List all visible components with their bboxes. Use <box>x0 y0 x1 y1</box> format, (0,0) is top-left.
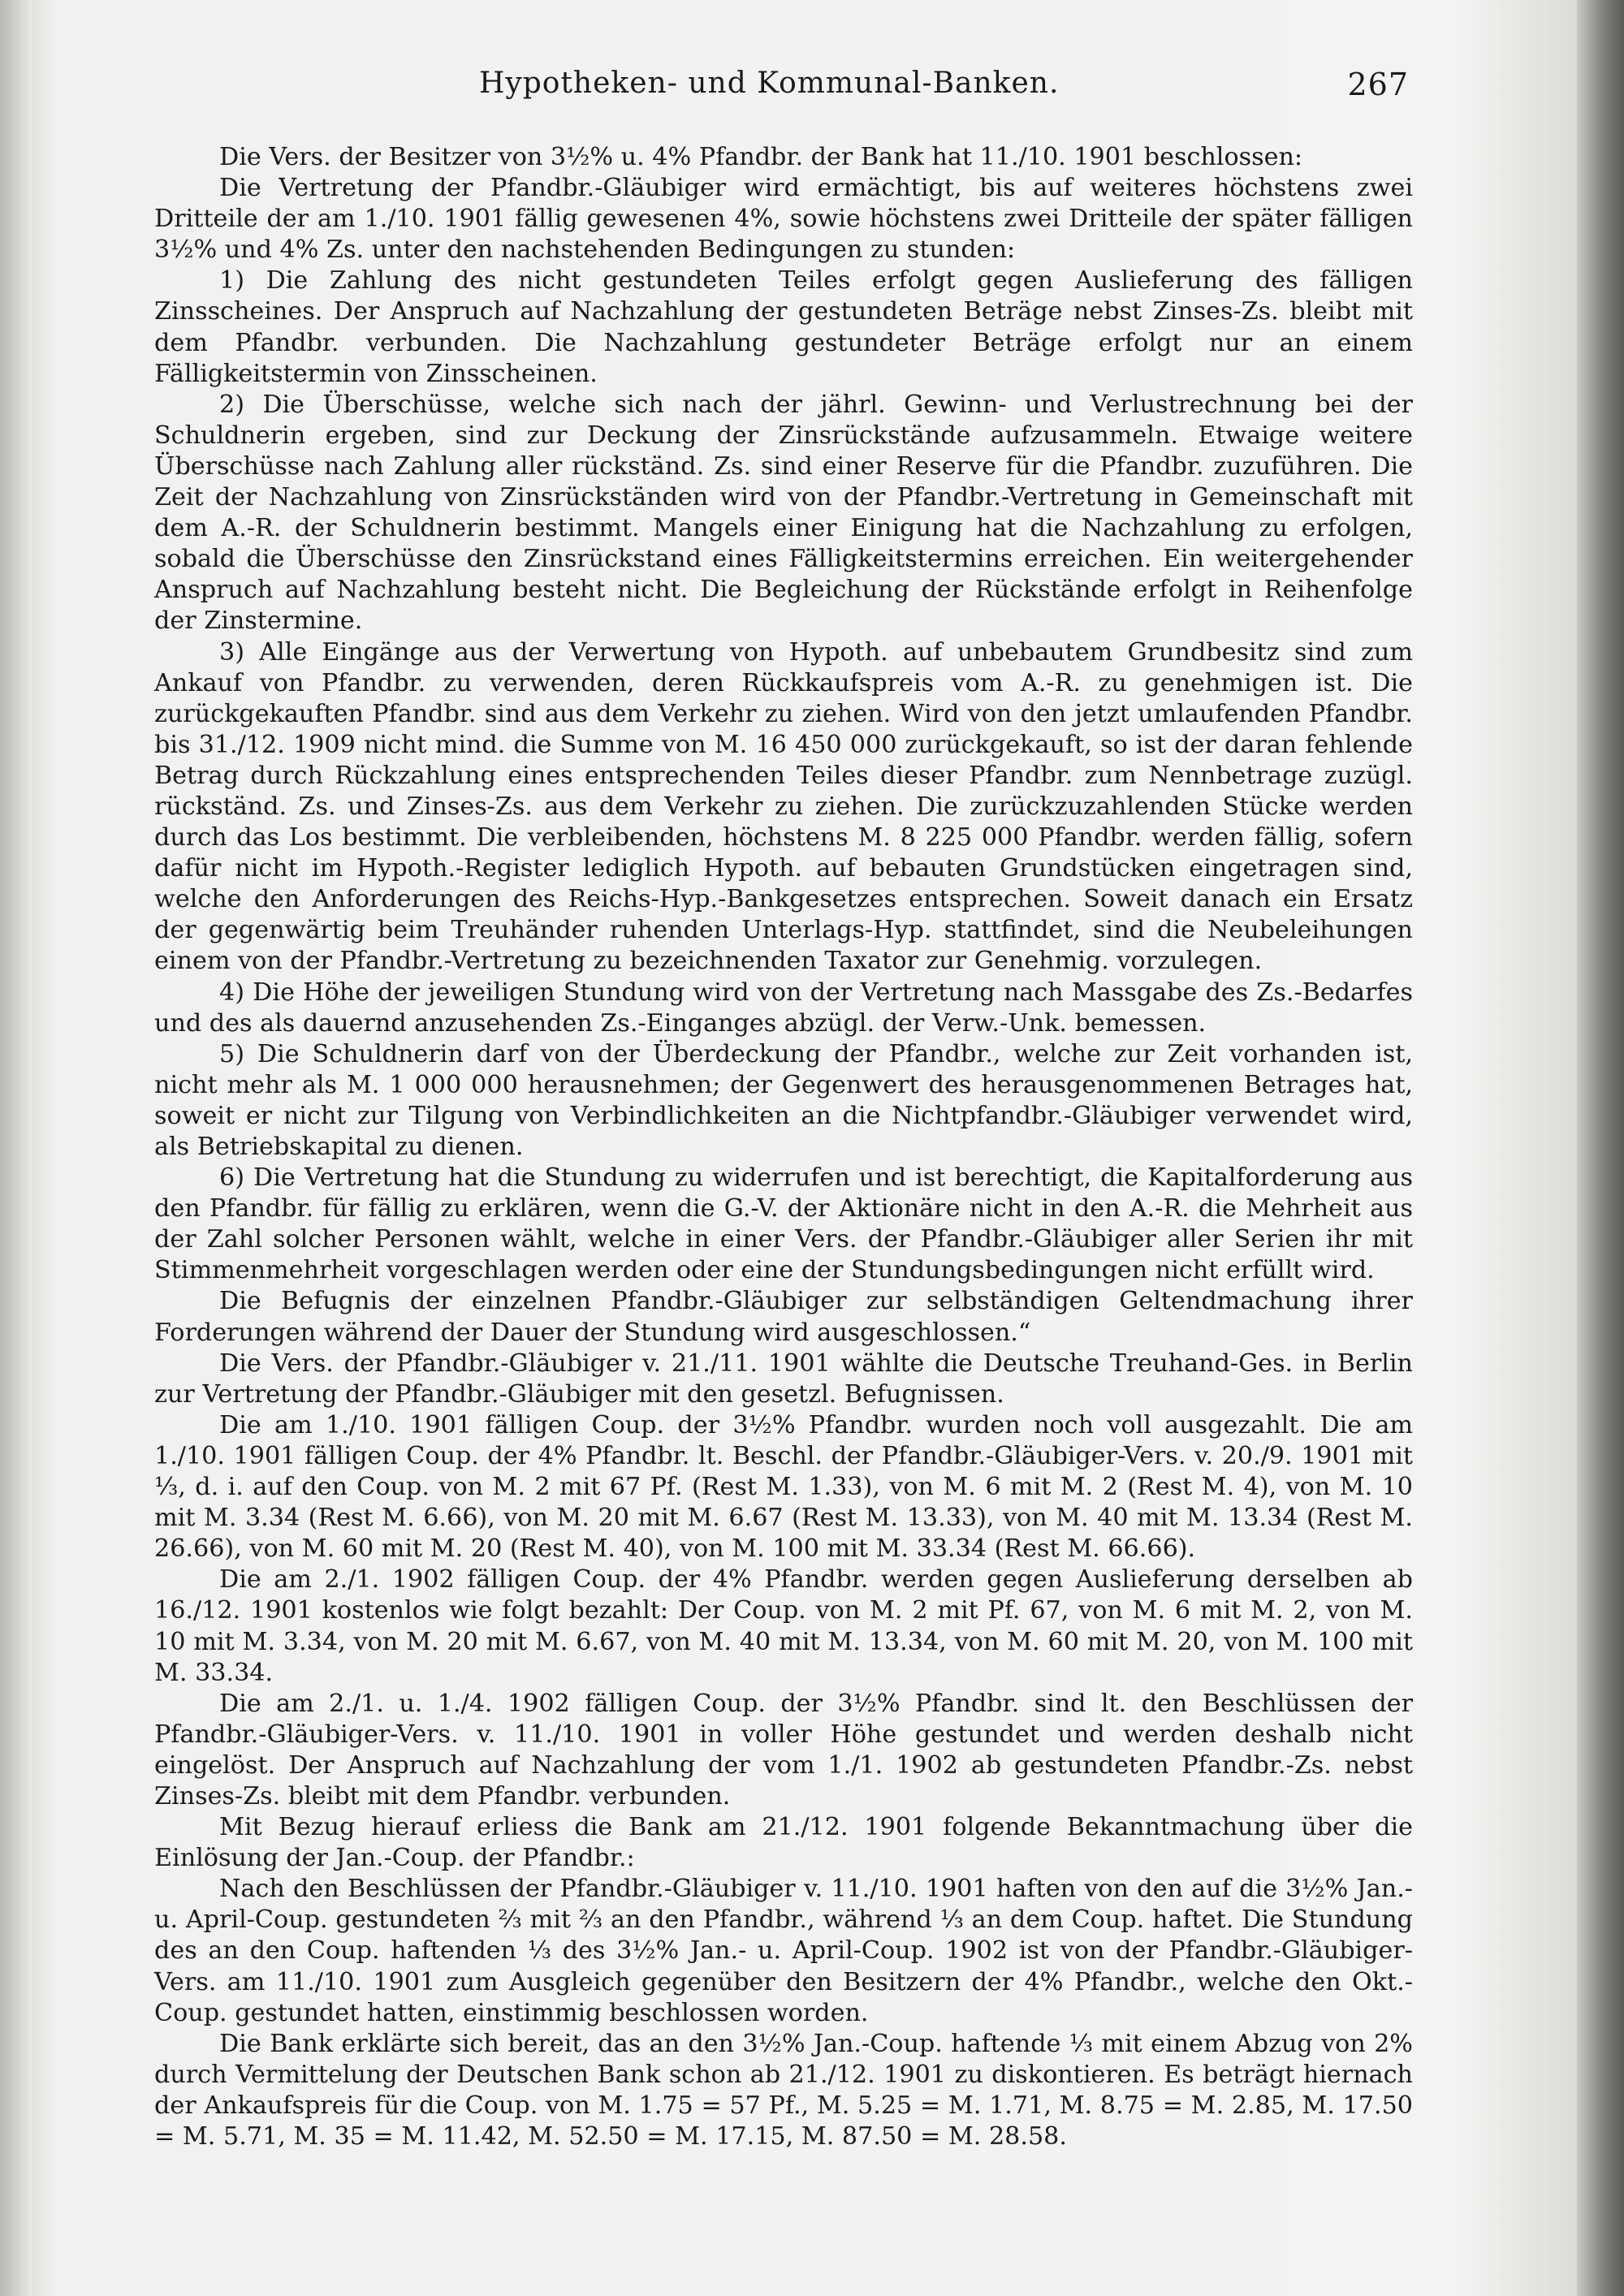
paragraph: Mit Bezug hierauf erliess die Bank am 21./12. 1901 folgende Bekanntmachung über die Einlösung der Jan.-Coup. der Pfandbr.: <box>154 1813 1413 1873</box>
paragraph: Die Befugnis der einzelnen Pfandbr.-Gläubiger zur selbständigen Geltendmachung ihrer Forderungen während der Dauer der Stundung wird ausgeschlossen.“ <box>154 1287 1413 1347</box>
paragraph: Die Vers. der Pfandbr.-Gläubiger v. 21./11. 1901 wählte die Deutsche Treuhand-Ges. in Berlin zur Vertretung der Pfandbr.-Gläubiger mit den gesetzl. Befugnissen. <box>154 1349 1413 1409</box>
paragraph: 1) Die Zahlung des nicht gestundeten Teiles erfolgt gegen Auslieferung des fälligen Zinsscheines. Der Anspruch auf Nachzahlung der gestundeten Beträge nebst Zinses-Zs. bleibt mit dem Pfandbr. verbunden. Die Nachzahlung gestundeter Beträge erfolgt nur an einem Fälligkeitstermin von Zinsscheinen. <box>154 266 1413 388</box>
paragraph: 5) Die Schuldnerin darf von der Überdeckung der Pfandbr., welche zur Zeit vorhanden ist, nicht mehr als M. 1 000 000 herausnehmen; der Gegenwert des herausgenommenen Betrages hat, soweit er nicht zur Tilgung von Verbindlichkeiten an die Nichtpfandbr.-Gläubiger verwendet wird, als Betriebskapital zu dienen. <box>154 1039 1413 1161</box>
right-page-edge <box>1577 0 1624 2296</box>
paragraph: Nach den Beschlüssen der Pfandbr.-Gläubiger v. 11./10. 1901 haften von den auf die 3½% Jan.- u. April-Coup. gestundeten ⅔ mit ⅔ an den Pfandbr., während ⅓ an dem Coup. haftet. Die Stundung des an den Coup. haftenden ⅓ des 3½% Jan.- u. April-Coup. 1902 ist von der Pfandbr.-Gläubiger-Vers. am 11./10. 1901 zum Ausgleich gegenüber den Besitzern der 4% Pfandbr., welche den Okt.-Coup. gestundet hatten, einstimmig beschlossen worden. <box>154 1875 1413 2027</box>
running-title: Hypotheken- und Kommunal-Banken. <box>479 67 1060 100</box>
body-text <box>154 142 1413 2152</box>
left-page-shadow <box>0 0 32 2296</box>
paragraph: 2) Die Überschüsse, welche sich nach der jährl. Gewinn- und Verlustrechnung bei der Schuldnerin ergeben, sind zur Deckung der Zinsrückstände aufzusammeln. Etwaige weitere Überschüsse nach Zahlung aller rückständ. Zs. sind einer Reserve für die Pfandbr. zuzuführen. Die Zeit der Nachzahlung von Zinsrückständen wird von der Pfandbr.-Vertretung in Gemeinschaft mit dem A.-R. der Schuldnerin bestimmt. Mangels einer Einigung hat die Nachzahlung zu erfolgen, sobald die Überschüsse den Zinsrückstand eines Fälligkeitstermins erreichen. Ein weitergehender Anspruch auf Nachzahlung besteht nicht. Die Begleichung der Rückstände erfolgt in Reihenfolge der Zinstermine. <box>154 390 1413 636</box>
paragraph: Die Bank erklärte sich bereit, das an den 3½% Jan.-Coup. haftende ⅓ mit einem Abzug von 2% durch Vermittelung der Deutschen Bank schon ab 21./12. 1901 zu diskontieren. Es beträgt hiernach der Ankaufspreis für die Coup. von M. 1.75 = 57 Pf., M. 5.25 = M. 1.71, M. 8.75 = M. 2.85, M. 17.50 = M. 5.71, M. 35 = M. 11.42, M. 52.50 = M. 17.15, M. 87.50 = M. 28.58. <box>154 2029 1413 2151</box>
paragraph: Die am 2./1. 1902 fälligen Coup. der 4% Pfandbr. werden gegen Auslieferung derselben ab 16./12. 1901 kostenlos wie folgt bezahlt: Der Coup. von M. 2 mit Pf. 67, von M. 6 mit M. 2, von M. 10 mit M. 3.34, von M. 20 mit M. 6.67, von M. 40 mit M. 13.34, von M. 60 mit M. 20, von M. 100 mit M. 33.34. <box>154 1565 1413 1687</box>
page-header <box>187 67 1409 107</box>
paragraph: Die Vers. der Besitzer von 3½% u. 4% Pfandbr. der Bank hat 11./10. 1901 beschlossen: <box>219 143 1303 171</box>
paragraph: Die am 1./10. 1901 fälligen Coup. der 3½% Pfandbr. wurden noch voll ausgezahlt. Die am 1./10. 1901 fälligen Coup. der 4% Pfandbr. lt. Beschl. der Pfandbr.-Gläubiger-Vers. v. 20./9. 1901 mit ⅓, d. i. auf den Coup. von M. 2 mit 67 Pf. (Rest M. 1.33), von M. 6 mit M. 2 (Rest M. 4), von M. 10 mit M. 3.34 (Rest M. 6.66), von M. 20 mit M. 6.67 (Rest M. 13.33), von M. 40 mit M. 13.34 (Rest M. 26.66), von M. 60 mit M. 20 (Rest M. 40), von M. 100 mit M. 33.34 (Rest M. 66.66). <box>154 1410 1413 1564</box>
paragraph: 6) Die Vertretung hat die Stundung zu widerrufen und ist berechtigt, die Kapitalforderung aus den Pfandbr. für fällig zu erklären, wenn die G.-V. der Aktionäre nicht in den A.-R. die Mehrheit aus der Zahl solcher Personen wählt, welche in einer Vers. der Pfandbr.-Gläubiger aller Serien ihr mit Stimmenmehrheit vorgeschlagen werden oder eine der Stundungsbedingungen nicht erfüllt wird. <box>154 1163 1413 1285</box>
paragraph: 4) Die Höhe der jeweiligen Stundung wird von der Vertretung nach Massgabe des Zs.-Bedarfes und des als dauernd anzusehenden Zs.-Einganges abzügl. der Verw.-Unk. bemessen. <box>154 978 1413 1038</box>
paragraph: Die am 2./1. u. 1./4. 1902 fälligen Coup. der 3½% Pfandbr. sind lt. den Beschlüssen der Pfandbr.-Gläubiger-Vers. v. 11./10. 1901 in voller Höhe gestundet und werden deshalb nicht eingelöst. Der Anspruch auf Nachzahlung der vom 1./1. 1902 ab gestundeten Pfandbr.-Zs. nebst Zinses-Zs. bleibt mit dem Pfandbr. verbunden. <box>154 1689 1413 1810</box>
paragraph: Die Vertretung der Pfandbr.-Gläubiger wird ermächtigt, bis auf weiteres höchstens zwei Dritteile der am 1./10. 1901 fällig gewesenen 4%, sowie höchstens zwei Dritteile der später fälligen 3½% und 4% Zs. unter den nachstehenden Bedingungen zu stunden: <box>154 174 1413 265</box>
paragraph: 3) Alle Eingänge aus der Verwertung von Hypoth. auf unbebautem Grundbesitz sind zum Ankauf von Pfandbr. zu verwenden, deren Rückkaufspreis vom A.-R. zu genehmigen ist. Die zurückgekauften Pfandbr. sind aus dem Verkehr zu ziehen. Wird von den jetzt umlaufenden Pfandbr. bis 31./12. 1909 nicht mind. die Summe von M. 16 450 000 zurückgekauft, so ist der daran fehlende Betrag durch Rückzahlung eines entsprechenden Teiles dieser Pfandbr. zum Nennbetrage zuzügl. rückständ. Zs. und Zinses-Zs. aus dem Verkehr zu ziehen. Die zurückzuzahlenden Stücke werden durch das Los bestimmt. Die verbleibenden, höchstens M. 8 225 000 Pfandbr. werden fällig, sofern dafür nicht im Hypoth.-Register lediglich Hypoth. auf bebauten Grundstücken eingetragen sind, welche den Anforderungen des Reichs-Hyp.-Bankgesetzes entsprechen. Soweit danach ein Ersatz der gegenwärtig beim Treuhänder ruhenden Unterlags-Hyp. stattfindet, sind die Neubeleihungen einem von der Pfandbr.-Vertretung zu bezeichnenden Taxator zur Genehmig. vorzulegen. <box>154 637 1413 976</box>
page-number: 267 <box>1347 67 1409 102</box>
